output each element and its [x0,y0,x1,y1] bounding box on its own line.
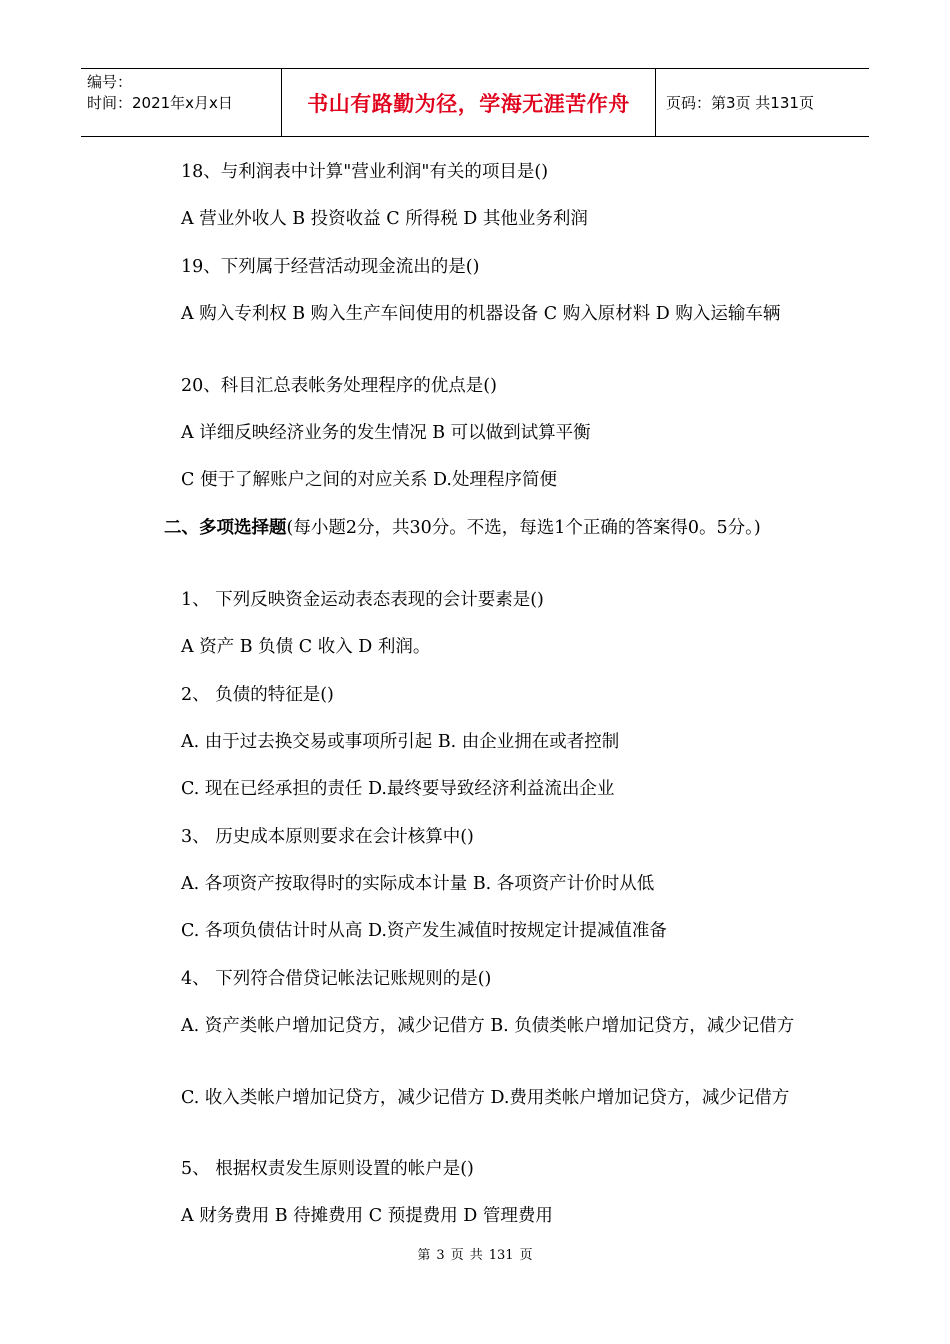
footer-ye: 页 [450,1248,464,1263]
options-19: A 购入专利权 B 购入生产车间使用的机器设备 C 购入原材料 D 购入运输车辆 [181,304,781,324]
mq-3-options-cd: C. 各项负债估计时从高 D.资产发生减值时按规定计提减值准备 [181,921,667,941]
header-meta [81,69,282,136]
mq-5-options: A 财务费用 B 待摊费用 C 预提费用 D 管理费用 [181,1206,553,1226]
mq-1-options: A 资产 B 负债 C 收入 D 利润。 [181,637,431,657]
section-note: (每小题2分，共30分。不选，每选1个正确的答案得0。5分。) [286,518,761,538]
section-title: 二、多项选择题 [164,518,287,538]
page-header [81,68,869,137]
mq-4-options-ab: A. 资产类帐户增加记贷方，减少记借方 B. 负债类帐户增加记贷方，减少记借方 [181,1016,795,1036]
footer-ye2: 页 [519,1248,533,1263]
mq-1: 1、 下列反映资金运动表态表现的会计要素是() [181,590,544,610]
options-20-cd: C 便于了解账户之间的对应关系 D.处理程序简便 [181,470,557,490]
footer-total-pages: 131 [488,1248,514,1263]
mq-3: 3、 历史成本原则要求在会计核算中() [181,827,474,847]
footer-page-number: 3 [436,1248,445,1263]
mq-2-options-cd: C. 现在已经承担的责任 D.最终要导致经济利益流出企业 [181,779,615,799]
number-label: 编号： [87,73,133,91]
footer-di: 第 [417,1248,431,1263]
header-motto: 书山有路勤为径，学海无涯苦作舟 [282,69,656,136]
mq-4-options-cd: C. 收入类帐户增加记贷方，减少记借方 D.费用类帐户增加记贷方，减少记借方 [181,1088,790,1108]
time-label: 时间：2021年x月x日 [87,94,233,112]
mq-5: 5、 根据权责发生原则设置的帐户是() [181,1159,474,1179]
mq-2-options-ab: A. 由于过去换交易或事项所引起 B. 由企业拥在或者控制 [181,732,620,752]
section-heading [146,516,811,540]
footer-gong: 共 [469,1248,483,1263]
options-18: A 营业外收人 B 投资收益 C 所得税 D 其他业务利润 [181,209,588,229]
mq-3-options-ab: A. 各项资产按取得时的实际成本计量 B. 各项资产计价时从低 [181,874,655,894]
question-18: 18、与利润表中计算"营业利润"有关的项目是() [181,162,549,182]
header-page-info: 页码：第3页 共131页 [666,94,814,112]
options-20-ab: A 详细反映经济业务的发生情况 B 可以做到试算平衡 [181,423,591,443]
mq-4: 4、 下列符合借贷记帐法记账规则的是() [181,969,492,989]
mq-2: 2、 负债的特征是() [181,685,334,705]
question-20: 20、科目汇总表帐务处理程序的优点是() [181,376,497,396]
page-footer [0,1244,950,1263]
question-19: 19、下列属于经营活动现金流出的是() [181,257,480,277]
